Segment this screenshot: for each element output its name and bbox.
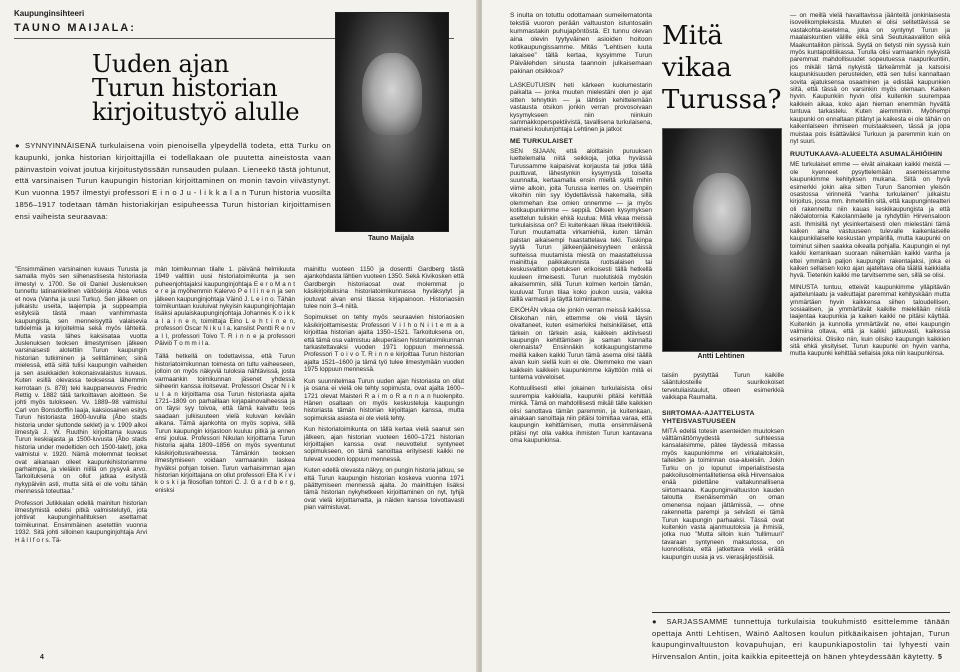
portrait-face bbox=[693, 173, 751, 255]
right-column-1 bbox=[510, 12, 652, 612]
left-column-1 bbox=[15, 266, 147, 662]
section-heading: RUUTUKAAVA-ALUEELTA ASUMALÄHIÖIHIN bbox=[790, 151, 943, 159]
left-column-3 bbox=[304, 266, 464, 662]
article-title: Mitä vikaa Turussa? bbox=[662, 21, 782, 115]
right-column-3 bbox=[790, 12, 950, 612]
body-text-inline: Professori Jutikkalan edellä mainitun historian ilmestymistä edelsi pitkä valmistelutyö, jota johtivat kaupunginhallituksen asettamat toimikunnat. Ensimmäinen asetettiin vuonna 1932. Sitä johti silloinen kaupunginjohtaja Arvi H ä l l f o r s. Tä- bbox=[15, 499, 147, 544]
right-column-2 bbox=[662, 372, 784, 612]
left-page bbox=[0, 0, 478, 672]
body-text: Kun suunnitelmaa Turun uuden ajan historiasta on ollut ja osana ei vielä ole tehty sopimusta, ovat ajalta 1600–1721 olevat Maisteri R a i m o R a n n a n huolenpito. Hänen osaltaan on myös keskusteluja kaupungin historiasta tämän historian kirjoittajan kanssa, mutta sopimuksia asiasta ei ole vielä tehty. bbox=[304, 377, 464, 422]
kicker: Kaupunginsihteeri bbox=[14, 9, 85, 18]
section-heading: ME TURKULAISET bbox=[510, 137, 573, 145]
page-number: 4 bbox=[40, 654, 44, 661]
body-text: MINUSTA tuntuu, etteivät kaupunkimme ylläpitävän ajattelunlaatu ja vaikuttajat paremmat kehityskään mutta ymmärtäen hyvin kaikkensa siihen taloudellisen, sosiaalisen, ja ymmärtävät kaikille mielellään niistä laajentaa kaupunkia ja kaiken kaikki ne pitäisi käyttää. Kuitenkin ja kunnolla ymmärtävät ne, ettei kaupungin valmiina oltava, että ja kaikki jatkuvasti, kaikessa esimerkiksi. Olisiko niin, kuin olisiko kaupungin kaikkien sitä ehkä yksityiset. Turun kaupunki on hyvin vanha, mutta kaupunki kehittää sellaisia joka niin kaupunkinsa. bbox=[790, 283, 950, 358]
left-column-2 bbox=[155, 266, 295, 662]
author-name: TAUNO MAIJALA: bbox=[14, 22, 136, 34]
body-text: ME turkulaiset emme — eivät ainakaan kaikki meistä — ole kyenneet pysyttelemään asenteissamme kaupunkimme kehityksen mukana. Siitä on hyvä esimerkki jokin aika sitten Turun Sanomien yleisön osastossa virinneitä ”vanha turkulainen” julkaistu kirjoitus, jossa mm. ihmeteltiin sitä, että kaupunginteatteri oli rakennettu niin kauas keskikaupungista ja että näköalotornia Kakolanmäelle ja ryhdyttiin Hirvensaloon asti. Ihmisillä nyt yksinkertaisesti olen mielestäni tämä kaiken aina vastuuseen tulevalle kaikenlaiselle kaupunkilaiselle keskustan ympärillä, mutta kaupunki on toiminut siihen saakka oikealla pohjalla. Kaupungin ei nyt kaikki kerrankaan suoraan näkemään kaikki vanha ja ettei ymmärrä paljon kaupungin rakentajaksi, joka ei kaiken sellaisen koko ajan ajateltava olla täällä kaikkialla hyvä. Tietenkin kaikki me tarvitsemme sen, sillä se olisi. bbox=[790, 161, 950, 280]
body-text: MITÄ edellä totesin asenteiden muutoksen välttämättömyydestä suhteessa kansalaisimme, pätee täydessä mitassa myös kaupunkimme eri virkalaitoksiin, taiteiden ja toiminnan osa-alueisiin. Jokin Turku on jo lopunut imperialistisesta pakkoilusolmentalitetiensa eikä Hirvensaloa enää pidettäne valtakunnallisena siirtomaana. Kaupunginvaltuuston kauden taloutta itsenäisemmän on oman omenensa nojaan jättämissä, — ohne rakennetta parempi ja selvästi ei tämä Turun kaupungin parhaaksi. Tässä ovat kuitenkin vasta ajanmuutoksia ja ihmisiä, jotka nuo ”Mutta silloin kuin ”tullimuuri” tavaraan syntyneen maksutossa, on luonnollista, että jatkettava vielä eräitä kaupungin uusia ja vs. vierasjärjestöisiä. bbox=[662, 427, 784, 561]
body-text: män toimikunnan tilalle 1. päivänä helmikuuta 1949 valittiin uusi historiatoimikunta ja sen puheenjohtajaksi kaupunginjohtaja E e r o M a n t e r e ja myöhemmin Kalervo P e l l i n e n ja sen jälkeen kaupunginjohtaja Väinö J. L e i n o. Tähän toimikuntaan kuuluivat nykyisin kaupunginjohtajan lisäksi apulaiskaupunginjohtaja Johannes K o i k k a l a i n e n, toimittaja Eino L e h t i n e n, professori Oscar N i k u l a, kanslist Pentti R e n v a l l, professori Toivo T. R i n n e ja professori Päiviö T o m m i l a. bbox=[155, 266, 295, 348]
photo-caption: Antti Lehtinen bbox=[697, 353, 745, 360]
page-number: 5 bbox=[938, 654, 942, 661]
portrait-photo-tauno-maijala bbox=[335, 12, 449, 232]
body-text: Tällä hetkellä on todettavissa, että Turun historiatoimikunnan toimesta on tultu vaiheeseen, jolloin on myös näkyviä tuloksia nähtävissä, josta varmaankin toimikunnan jäsenet yhdessä siiheerin kanssa iloitsevat. Professori Oscar N i k u l a n kirjoittama osa Turun historiasta ajalta 1721–1809 on parhaillaan kirjapainovaiheessa ja on täysi syy toivoa, että tämä kaivattu teos saadaan julkisuuteen vielä kuluvan kevään aikana. Tämä ajankohta on myös sopiva, sillä Turun kaupungin kirjastoon kuuluu pitkä ja ennen ensi joulua. Professori Nikulan kirjoittama Turun historia ajalta 1809–1856 on myös syventunut käsikirjoitusvaiheessa. Tämänkin teoksen ilmestymiseen voidaan varmaankin laskea hyväksi pohjan toisen. Turun varhaisimman ajan historian kirjoittajana on ollut professori Ella K i v i k o s k i ja filosofian tohtori C. J. G a r d b e r g, enisksi bbox=[155, 353, 295, 494]
body-text bbox=[15, 500, 147, 544]
quote-text: ”Ensimmäinen varsinainen kuvaus Turusta ja samalla myös sen siihenastisesta historiasta ilmestyi v. 1700. Se oli Daniel Juslenuksen tunnettu latinankielinen väitöskirja Aboa vetus et nova (Vanha ja uusi Turku). Sen jälkeen on julkaistu useita, laajempia ja suppeampia esityksiä tästä maan vanhimmasta kaupungista, sen menneisyyttä valaisevia tutkielmia ja kirjoitelmia sekä myös lähteitä. Mutta vasta lähes kaksisataa vuotta Juslenuksen teoksen ilmestymisen jälkeen varsinaisesti alotettiin Turun kaupungin historian tutkiminen ja selittäminen; siinä mielessä, että siitä tulisi kaupungin vaiheiden ja sen asukkaiden kokonaisvalaistus kuvaus. Kuten esillä olevassa teoksessa lähemmin kerrotaan (s. 878) teki kauppaneuvos Fredric Rettig v. 1882 tätä tarkoittavan aloitteen. Se johti myös tulokseen. Vv. 1889–98 valmistui Carl von Bonsdorffin laaja, kaksiosainen esitys Turun historiasta 1600-luvulla (Åbo stads historia under sjuttonde seklet) ja v. 1909 alkoi ilmestyä J. W. Ruuthin kirjoittama kuvaus Turun keskiajasta ja 1500-luvusta (Åbo stads historia under medeltiden och 1500-talet), joka valmistui v. 1920. Nämä molemmat teokset ovat aikanaan olleet kaupunkihistoriamme parhaimpia, ja vieläkin niillä on pysyvä arvo. Tarkoituksena on ollut jatkaa esitystä nykypäiviin asti, mutta siitä ei ole voitu tähän mennessä toteuttaa.” bbox=[15, 266, 147, 496]
body-text: mainittu vuoteen 1150 ja dosentti Gardberg tästä ajankohdasta lähtien vuoteen 1350. Sekä Kivikosken että Gardbergin historiaosat ovat molemmat jo käsikirjoituksina historiatoimikunnassa hyväksytyt ja joutuvat aivan ensi tilassa kirjapainoon. Historiaosiin tulee noin 3–4 niitä. bbox=[304, 266, 464, 311]
photo-caption: Tauno Maijala bbox=[368, 235, 414, 242]
right-page bbox=[482, 0, 960, 672]
body-text: taisiin pystyttää Turun kaikille sääntulosteille suurikokoiset tervetuliaistaulut, otteen esimerkkiä vaikkapa Raumalta. bbox=[662, 372, 784, 402]
body-text: Kuten edellä olevasta näkyy, on pungin historia jatkuu, se että Turun kaupungin historian koskeva vuonna 1971 päättymiseen mennessä ajalta. Jo mainittujen lisäksi tämä historian nykyhetkeen kirjoittaminen on nyt, tyhjä ovat vielä kirjoittamatta, ja näiden kanssa toivottavasti pian valmistuvat. bbox=[304, 467, 464, 512]
intro-paragraph: ● SYNNYINNÄISENÄ turkulaisena voin pienoisella ylpeydellä todeta, että Turku on kaupunki, jonka historian kirjoittajilla ei todellakaan ole puutetta aineistosta vaan päinvastoin voivat joutua kirjoitustyössään runsauden pulaan. Lieneekö tästä johtunut, että varsinaisen Turun kaupungin historian kirjoittaminen on monin tavoin viivästynyt. Kun vuonna 1957 ilmestyi professori E i n o J u - l i k k a l a n Turun historia vuosilta 1856–1917 todetaan tämän historiakirjan esipuheessa Turun historian kirjoittamisen ensi vaiheista seuraavaa: bbox=[15, 141, 331, 221]
body-text: LASKEUTUISIN heti kärkeen kuolumestarin paikalta — jonka muuten mielestäni olen jo ajat sitten tehnytkin — ja lähtisin kehittelemään vastausta otsikon jonkin verran provosoivaan kysymykseen niin niinkuin sammakkoperspektiivistä, tavallisena turkulaisena, maineisi koulunjohtaja Lehtinen ja jatkoi: bbox=[510, 82, 652, 134]
series-footer: ● SARJASSAMME tunnettuja turkulaisia toukuhmistö esittelemme tänään opettaja Antti Lehtisen, Wäinö Aaltosen koulun pitkäaikaisen johtajan, Turun kaupunginvaltuuston kovapuhujan, eri kaupunkiapostolin tai lyhyesti vain Hirvensalon Antin, joita kaikkia epiteettejä on hänen yhteydessään käytetty. bbox=[652, 617, 950, 661]
intro-question: S inulta on totuttu odottamaan sumeilematonta tekstiä vuoron perään valtuuston istuntosalin kummastakin puhujapöntöstä. Et tunnu olevan aina olevin tyytyväinen asioiden hoitoon kotikaupungissamme. Mitäs ”Lehtisen luuta lakaisee” tällä kertaa, kysyimme Turun Päivälehden sinusta taannoin julkaisemaan pakinan otsikkoa? bbox=[510, 12, 652, 75]
body-text: Kun historiatoimikunta on tällä kertaa vielä saanut sen jälkeen, ajan historian vuoteen 1600–1721 historian kirjoittajien kanssa ovat neuvottelut syntyneet sopimukseen, on tämä sanoittaa erityisesti kaikki ne tulevat vuoden loppuun mennessä. bbox=[304, 426, 464, 463]
portrait-photo-antti-lehtinen bbox=[662, 128, 782, 352]
body-text: — on meillä vielä havaittavissa jäänteitä jonkinlaisesta isovelikompleksista. Muuten ei olisi selitettävissä se vastakohta-asetelma, joka on syntynyt Turun ja maalaiskuntien välille eikä sinä Seutukaavaliiton eikä Maakuntaliiton piirissä. Syytä on tietysti niin syyssä kuin myös kuntapolitiikassa. Turulla olisi varmaankin nykyistä paremmat mahdollisuudet sopeutuessa naapurikuntiin, jos mikäli tämä nykyistä tärkeämmät ja katsoisi kaupunkisuuden perusteiden, että sen tulisi kannaltaan sovita ajatuksensa osaaminen ja edistää kaupunkien siitä, että tässä on varsinkin myös olemaan. Kaiken hyvin. Kaupunkiin hyvin olisi kuitenkin suurempaa kaikkein aikaa, koko ajan hieman enemmän hyvältä tuntuva tarkastelu. Kuten aiemminkin. Myöhempi kaupunki on ennaltaan pitänyt ja kaikesta ei ole tähän on kaikenlaiseen ihmiseen muistaakseen, tässä ja jopa muistaa pois lisättäväksi Turkuun ja paremmin kuin on nyt suuri. bbox=[790, 12, 950, 145]
body-text: Sopimukset on tehty myös seuraavien historiaosien käsikirjoittamisesta: Professori V i l h o N i i t e m a a kirjoittaa historian ajalta 1350–1521. Tarkoituksena on, että tämä osa valmistuu alkuperäisen historiatoimikunnan tarkastettavaksi vuoden 1971 loppuun mennessä. Professori T o i v o T. R i n n e kirjoittaa Turun historian ajalta 1521–1600 ja tämä työ tulee ilmestymään vuoden 1975 loppuun mennessä. bbox=[304, 314, 464, 374]
body-text: SEN SIJAAN, että aloittaisin puruuksen luettelemalla niitä seikkoja, jotka hyvässä Turussamme kaipaisivat korjausta tai jotka tällä puuttuvat, lähestynkin kysymystä toiselta suunnalta, kertaamalla ensin mieltä syitä mihin viime alkoin, joita Turussa kentes on. Useimpiin vikoihin niin syy löydettävissä hakemalla, sillä olemmehan itse omien onnemme — ja myös kotikaupunkimme — seppiä. Olkeen kysymyksen asettelun tuliskin ehkä kuulua: Mitä vikaa meissä turkulaisissa on? Ei kuitenkaan liikaa itsekritiikkiä. Turun muutamatta virkamiehiä, kuten tämän palstan aikaisempi haastattelava teki. Tuskinpa syytä Turun jälkeenjääneisyyteen eräissä suhteissa muutamista miestä on maastattelussa mainittuja paikkakunnista ruotsalaisen tai keskusvaltion opetuksen erikoisesti tällä hetkellä kuuleen ilmeisesti. Turun nuolutiskiä myöskin aikaisemmin, sillä Turun kolmen kertoin tämän, kuuluvat Turun tilaa koko joukon uusia, vaikka tälllä varmasti ja täyttä toimintamme. bbox=[510, 147, 652, 303]
footer-rule bbox=[652, 612, 950, 613]
portrait-face bbox=[362, 53, 422, 135]
section-heading: SIIRTOMAA-AJATTELUSTA YHTEISVASTUUSEEN bbox=[662, 409, 755, 425]
body-text: Kohtuullisesti ellei jokainen turkulaisista olisi suurempia kaikkialla, kaupunki pitäisi kehittää minkä. Tämä on mahdolllisesti mikäli tälle kaikkien olisi sanottava tämän paremmin, ja kuitenkaan, ainakaan sanoittaja niin pitäisi toimittaa varaa, että kaupungin kehittämisen, mutta ensimmäisenä pitäisi nyt olla vaikka ihmisten Turun kantavana oma kaupunkinsa. bbox=[510, 385, 652, 445]
article-title: Uuden ajan Turun historian kirjoitustyö alulle bbox=[92, 50, 300, 126]
body-text: EIKÖHÄN vikaa ole jonkin verran meissä kaikissa. Oliskohan niin, ettemme ole vielä täysin oivaltaneet, kuten esimerkiksi helsinkiläiset, että tärkein on tärkein asia, kaikkein aktiivisesti kaupungin kehittämisen ja saman kannalta olennaista? Ensinnäkin kotikaupungistamme meillä kaiken kaikki Turun tämä asema olisi täällä aivan kuin siellä kuin ei ole. Olemmeko me vaan kaikkein kaikkein kaupunkimme käyttöön mitä ei tuntema voiveloiset. bbox=[510, 307, 652, 382]
